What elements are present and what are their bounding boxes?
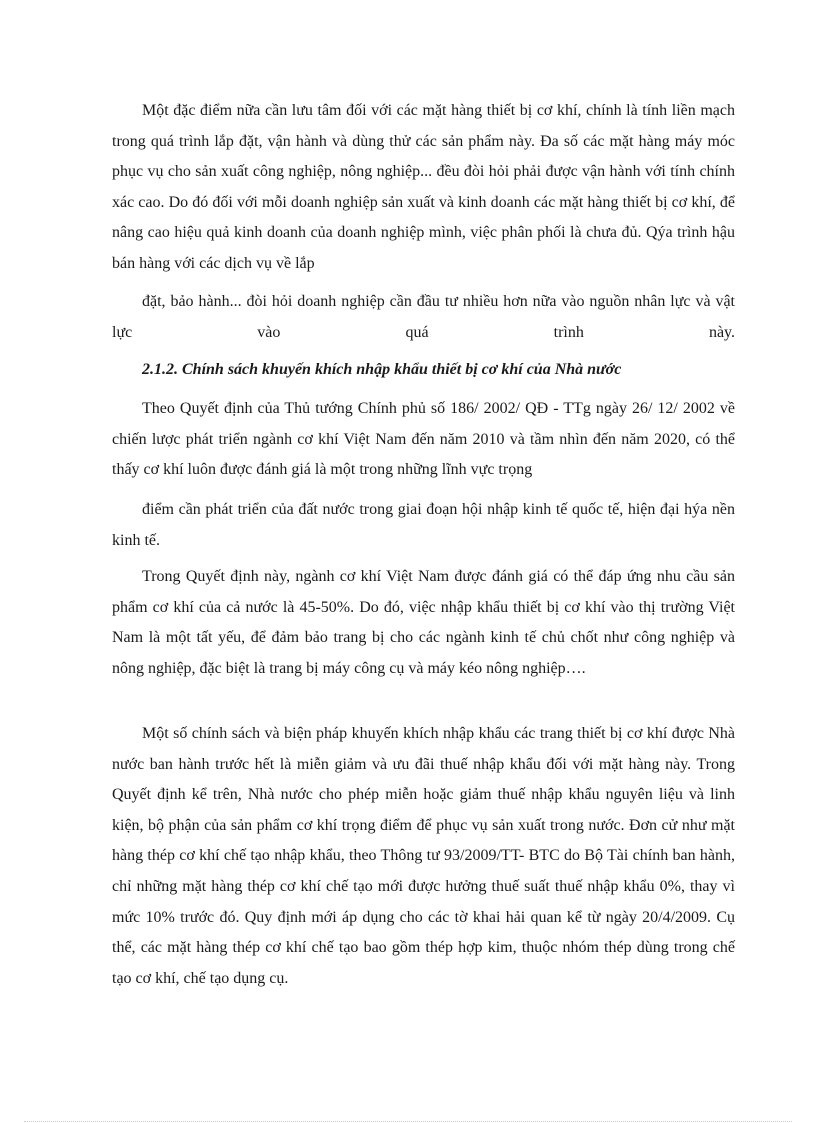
page-edge-divider bbox=[24, 1121, 792, 1122]
paragraph-2: Theo Quyết định của Thủ tướng Chính phủ số 186/ 2002/ QĐ - TTg ngày 26/ 12/ 2002 về chiến lược phát triển ngành cơ khí Việt Nam đến năm 2010 và tầm nhìn đến năm 2020, có thể thấy cơ khí luôn được đánh giá là một trong những lĩnh vực trọng bbox=[112, 400, 735, 479]
paragraph-1: Một đặc điểm nữa cần lưu tâm đối với các mặt hàng thiết bị cơ khí, chính là tính liền mạch trong quá trình lắp đặt, vận hành và dùng thử các sản phẩm này. Đa số các mặt hàng máy móc phục vụ cho sản xuất công nghiệp, nông nghiệp... đều đòi hỏi phải được vận hành với tính chính xác cao. Do đó đối với mỗi doanh nghiệp sản xuất và kinh doanh các mặt hàng thiết bị cơ khí, để nâng cao hiệu quả kinh doanh của doanh nghiệp mình, việc phân phối là chưa đủ. Qýa trình hậu bán hàng với các dịch vụ về lắp bbox=[112, 102, 735, 272]
section-heading: 2.1.2. Chính sách khuyến khích nhập khẩu thiết bị cơ khí của Nhà nước bbox=[142, 361, 622, 378]
paragraph-4: Một số chính sách và biện pháp khuyến khích nhập khẩu các trang thiết bị cơ khí được Nhà nước ban hành trước hết là miễn giảm và ưu đãi thuế nhập khẩu đối với mặt hàng này. Trong Quyết định kể trên, Nhà nước cho phép miễn hoặc giảm thuế nhập khẩu nguyên liệu và linh kiện, bộ phận của sản phẩm cơ khí trọng điểm để phục vụ sản xuất trong nước. Đơn cử như mặt hàng thép cơ khí chế tạo nhập khẩu, theo Thông tư 93/2009/TT- BTC do Bộ Tài chính ban hành, chỉ những mặt hàng thép cơ khí chế tạo mới được hưởng thuế suất thuế nhập khẩu 0%, thay vì mức 10% trước đó. Quy định mới áp dụng cho các tờ khai hải quan kể từ ngày 20/4/2009. Cụ thể, các mặt hàng thép cơ khí chế tạo bao gồm thép hợp kim, thuộc nhóm thép dùng trong chế tạo cơ khí, chế tạo dụng cụ. bbox=[112, 725, 735, 987]
paragraph-2-continuation: điểm cần phát triển của đất nước trong giai đoạn hội nhập kinh tế quốc tế, hiện đại hýa nền kinh tế. bbox=[112, 501, 735, 549]
paragraph-3: Trong Quyết định này, ngành cơ khí Việt Nam được đánh giá có thể đáp ứng nhu cầu sản phẩm cơ khí của cả nước là 45-50%. Do đó, việc nhập khẩu thiết bị cơ khí vào thị trường Việt Nam là một tất yếu, để đảm bảo trang bị cho các ngành kinh tế chủ chốt như công nghiệp và nông nghiệp, đặc biệt là trang bị máy công cụ và máy kéo nông nghiệp…. bbox=[112, 568, 735, 677]
paragraph-1-continuation: đặt, bảo hành... đòi hỏi doanh nghiệp cần đầu tư nhiều hơn nữa vào nguồn nhân lực và vật lực vào quá trình này. bbox=[112, 293, 735, 341]
